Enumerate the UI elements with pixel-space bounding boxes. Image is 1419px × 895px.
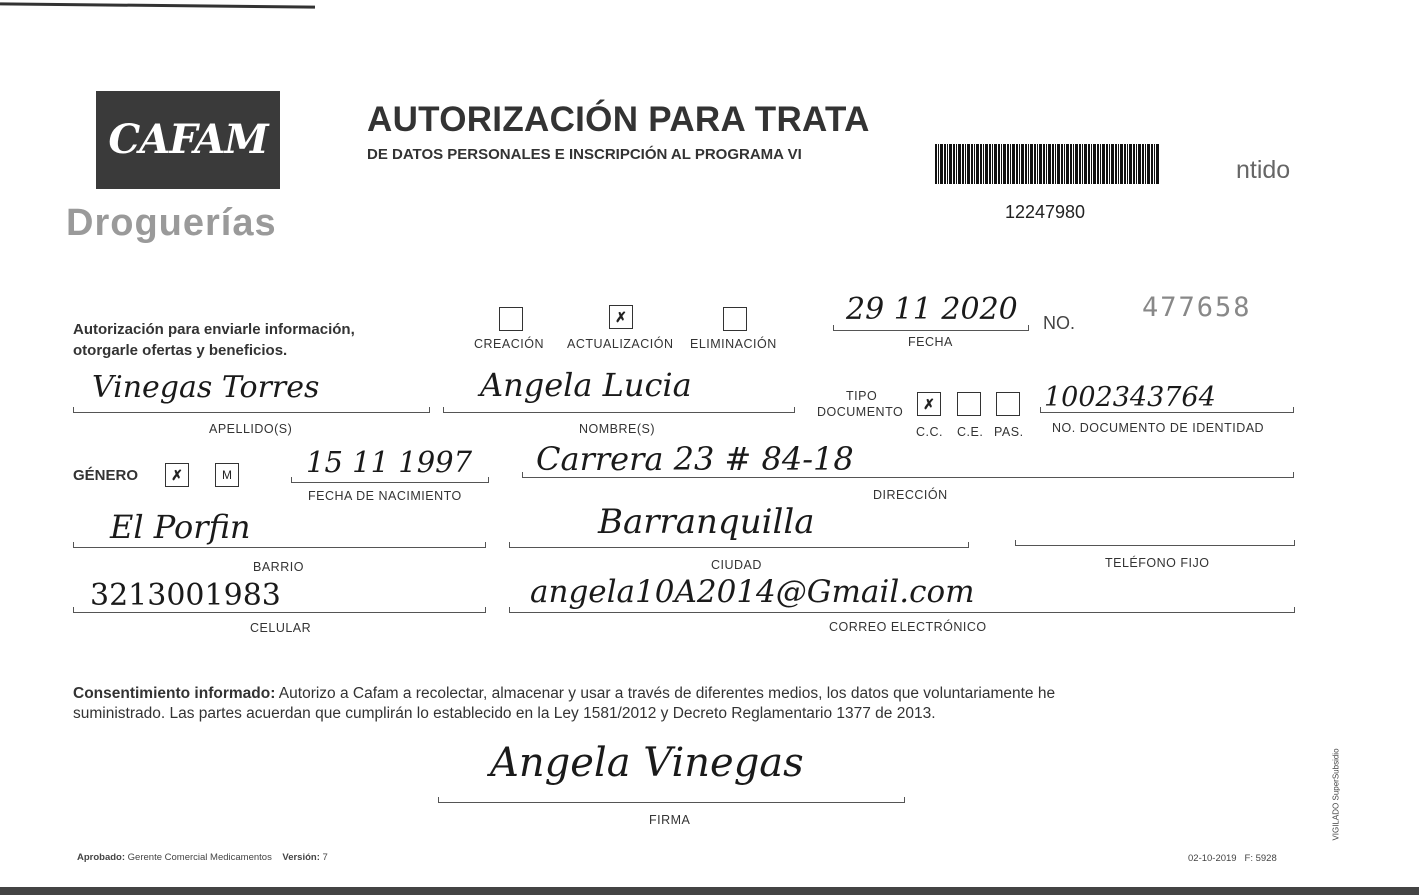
- cc-label: C.C.: [916, 425, 943, 439]
- celular-value[interactable]: 3213001983: [90, 578, 281, 613]
- nombres-line: [443, 412, 795, 413]
- barcode-number: 12247980: [1004, 202, 1086, 222]
- bottom-scan-edge: [0, 887, 1419, 895]
- footer-code: 02-10-2019 F: 5928: [1188, 853, 1277, 864]
- nacimiento-label: FECHA DE NACIMIENTO: [308, 489, 462, 503]
- footer-approved: [77, 852, 328, 863]
- consent-line-1: Autorizo a Cafam a recolectar, almacenar y usar a través de diferentes medios, los datos que voluntariamente he: [275, 685, 1056, 702]
- ciudad-label: CIUDAD: [711, 558, 762, 572]
- top-scan-mark: [0, 2, 315, 8]
- ce-label: C.E.: [957, 425, 984, 439]
- pas-checkbox[interactable]: [996, 392, 1020, 416]
- side-vigilado: VIGILADO SuperSubsidio: [1331, 748, 1341, 841]
- actualizacion-checkbox[interactable]: ✗: [609, 305, 633, 329]
- ciudad-value[interactable]: Barranquilla: [598, 502, 815, 542]
- barrio-label: BARRIO: [253, 560, 304, 574]
- document-subtitle: DE DATOS PERSONALES E INSCRIPCIÓN AL PROGRAMA VI: [367, 146, 802, 163]
- tipo-doc-label-2: DOCUMENTO: [817, 405, 904, 419]
- logo-brand: CAFAM: [108, 116, 268, 163]
- aprobado-label: Aprobado:: [77, 852, 126, 863]
- apellidos-line: [73, 412, 430, 413]
- direccion-label: DIRECCIÓN: [873, 488, 948, 502]
- firma-label: FIRMA: [649, 813, 691, 827]
- firma-line: [438, 802, 905, 803]
- signature[interactable]: Angela Vinegas: [490, 740, 804, 786]
- celular-line: [73, 612, 486, 613]
- document-title: AUTORIZACIÓN PARA TRATA: [367, 100, 870, 139]
- creacion-checkbox[interactable]: [499, 307, 523, 331]
- nacimiento-line: [291, 482, 489, 483]
- apellidos-value[interactable]: Vinegas Torres: [92, 370, 320, 405]
- nombres-value[interactable]: Angela Lucia: [480, 366, 692, 404]
- numero-label: NO.: [1043, 313, 1076, 333]
- consent-heading: Consentimiento informado:: [73, 685, 276, 702]
- eliminacion-checkbox[interactable]: [723, 307, 747, 331]
- barcode: [935, 144, 1161, 184]
- correo-line: [509, 612, 1295, 613]
- num-doc-label: NO. DOCUMENTO DE IDENTIDAD: [1052, 421, 1265, 435]
- telefono-line: [1015, 545, 1295, 546]
- consent-line-2: suministrado. Las partes acuerdan que cumplirán lo establecido en la Ley 1581/2012 y Decreto Reglamentario 1377 de 2013.: [73, 705, 936, 722]
- ciudad-line: [509, 547, 969, 548]
- creacion-label: CREACIÓN: [474, 337, 544, 351]
- num-doc-value[interactable]: 1002343764: [1044, 382, 1216, 413]
- eliminacion-label: ELIMINACIÓN: [690, 337, 777, 351]
- header-right-fragment: ntido: [1236, 156, 1291, 184]
- pas-label: PAS.: [994, 425, 1024, 439]
- num-doc-line: [1040, 412, 1294, 413]
- version-label: Versión:: [282, 852, 320, 863]
- nacimiento-value[interactable]: 15 11 1997: [306, 445, 473, 479]
- nombres-label: NOMBRE(S): [579, 422, 656, 436]
- telefono-label: TELÉFONO FIJO: [1105, 556, 1210, 570]
- intro-line-2: otorgarle ofertas y beneficios.: [73, 342, 288, 359]
- genero-label: GÉNERO: [73, 467, 139, 484]
- fecha-line: [833, 330, 1029, 331]
- ce-checkbox[interactable]: [957, 392, 981, 416]
- numero-value: 477658: [1142, 292, 1252, 323]
- barcode-sticker: [915, 106, 1175, 234]
- fecha-value[interactable]: 29 11 2020: [846, 292, 1018, 327]
- barrio-line: [73, 547, 486, 548]
- celular-label: CELULAR: [250, 621, 312, 635]
- cafam-logo: [96, 91, 280, 189]
- aprobado-value: Gerente Comercial Medicamentos: [127, 852, 272, 863]
- actualizacion-label: ACTUALIZACIÓN: [567, 337, 674, 351]
- fecha-label: FECHA: [908, 335, 953, 349]
- direccion-line: [522, 477, 1294, 478]
- genero-f-checkbox[interactable]: ✗: [165, 463, 189, 487]
- tipo-doc-label-1: TIPO: [846, 389, 878, 403]
- logo-subtitle: Droguerías: [66, 202, 277, 244]
- consent-paragraph: [73, 684, 1298, 724]
- barrio-value[interactable]: El Porfin: [110, 508, 251, 546]
- genero-m-checkbox[interactable]: M: [215, 463, 239, 487]
- correo-label: CORREO ELECTRÓNICO: [829, 620, 987, 634]
- version-value: 7: [322, 852, 328, 863]
- intro-line-1: Autorización para enviarle información,: [73, 321, 355, 338]
- cc-checkbox[interactable]: ✗: [917, 392, 941, 416]
- direccion-value[interactable]: Carrera 23 # 84-18: [536, 440, 854, 478]
- correo-value[interactable]: angela10A2014@Gmail.com: [530, 574, 975, 610]
- apellidos-label: APELLIDO(S): [209, 422, 293, 436]
